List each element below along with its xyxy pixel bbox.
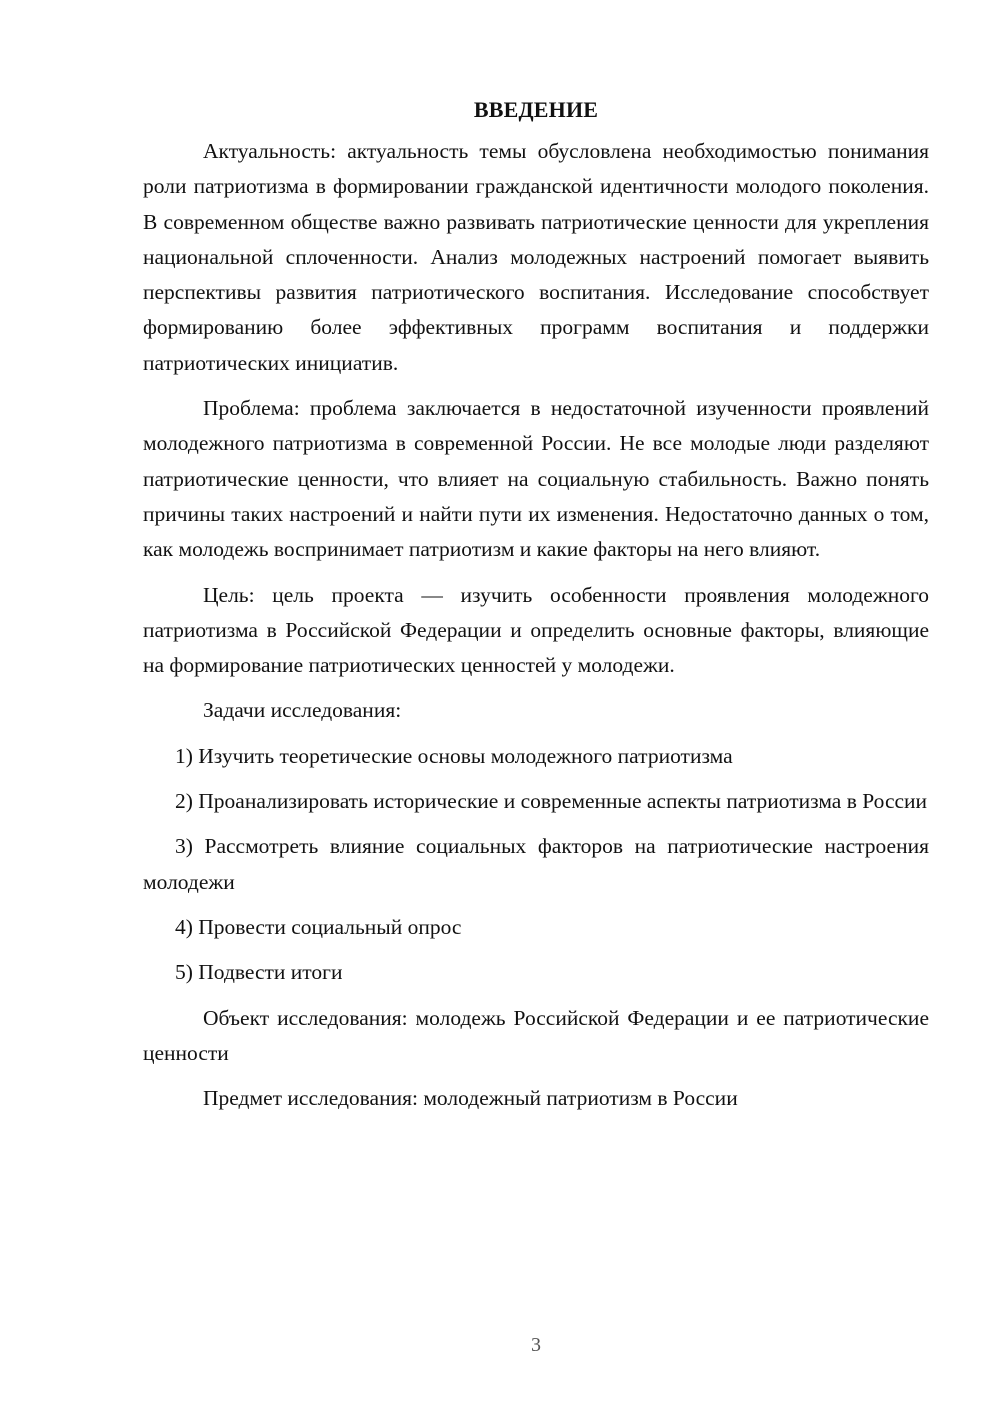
problem-paragraph: Проблема: проблема заключается в недостаточной изученности проявлений молодежного патриотизма в современной России. Не все молодые люди разделяют патриотические ценности, что влияет на социальную стабильность. Важно понять причины таких настроений и найти пути их изменения. Недостаточно данных о том, как молодежь воспринимает патриотизм и какие факторы на него влияют. (143, 396, 929, 562)
task-item-3: 3) Рассмотреть влияние социальных факторов на патриотические настроения молодежи (143, 834, 929, 894)
tasks-heading: Задачи исследования: (203, 698, 402, 723)
task-item-5: 5) Подвести итоги (175, 960, 343, 985)
task-item-2: 2) Проанализировать исторические и современные аспекты патриотизма в России (175, 789, 928, 814)
page-number: 3 (531, 1334, 541, 1356)
task-item-4: 4) Провести социальный опрос (175, 914, 462, 939)
subject-paragraph: Предмет исследования: молодежный патриотизм в России (203, 1086, 738, 1111)
page-content (143, 92, 929, 1126)
object-paragraph: Объект исследования: молодежь Российской Федерации и ее патриотические ценности (143, 1005, 929, 1065)
goal-paragraph: Цель: цель проекта — изучить особенности проявления молодежного патриотизма в Российской Федерации и определить основные факторы, влияющие на формирование патриотических ценностей у молодежи. (143, 582, 929, 678)
task-item-1: 1) Изучить теоретические основы молодежного патриотизма (175, 743, 733, 768)
relevance-paragraph: Актуальность: актуальность темы обусловлена необходимостью понимания роли патриотизма в формировании гражданской идентичности молодого поколения. В современном обществе важно развивать патриотические ценности для укрепления национальной сплоченности. Анализ молодежных настроений помогает выявить перспективы развития патриотического воспитания. Исследование способствует формированию более эффективных программ воспитания и поддержки патриотических инициатив. (143, 139, 929, 375)
section-title: ВВЕДЕНИЕ (473, 97, 599, 122)
